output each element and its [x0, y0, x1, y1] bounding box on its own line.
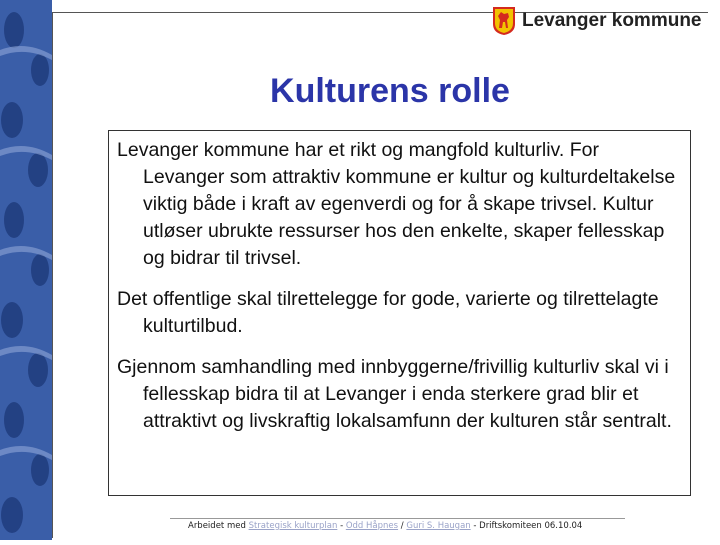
- paragraph: Det offentlige skal tilrettelegge for gode, varierte og tilrettelagte kulturtilbud.: [117, 288, 659, 337]
- footer-divider: [170, 518, 625, 519]
- decorative-side-strip: [0, 0, 52, 540]
- footer-link-author1[interactable]: Odd Håpnes: [345, 521, 399, 531]
- footer-suffix: - Driftskomiteen 06.10.04: [473, 521, 583, 531]
- horse-pattern-icon: [0, 0, 52, 540]
- coat-of-arms-icon: [492, 6, 516, 36]
- footer-prefix: Arbeidet med: [188, 521, 246, 531]
- content-box: [108, 130, 691, 496]
- paragraph: Levanger kommune har et rikt og mangfold kulturliv. For Levanger som attraktiv kommune er kultur og kulturdeltakelse viktig både i kraft av egenverdi og for å skape trivsel. Kultur utløser ubrukte ressurser hos den enkelte, skaper fellesskap og bidrar til trivsel.: [117, 139, 676, 269]
- logo-text: Levanger kommune: [522, 10, 702, 31]
- footer-separator: -: [340, 521, 344, 531]
- footer: [188, 521, 582, 531]
- footer-separator: /: [400, 521, 404, 531]
- paragraph: Gjennom samhandling med innbyggerne/frivillig kulturliv skal vi i fellesskap bidra til at Levanger i enda sterkere grad blir et attraktivt og livskraftig lokalsamfunn der kulturen står sentralt.: [117, 356, 672, 432]
- slide-title: Kulturens rolle: [270, 72, 510, 110]
- footer-link-author2[interactable]: Guri S. Haugan: [406, 521, 471, 531]
- logo: [492, 5, 702, 37]
- footer-link-plan[interactable]: Strategisk kulturplan: [248, 521, 338, 531]
